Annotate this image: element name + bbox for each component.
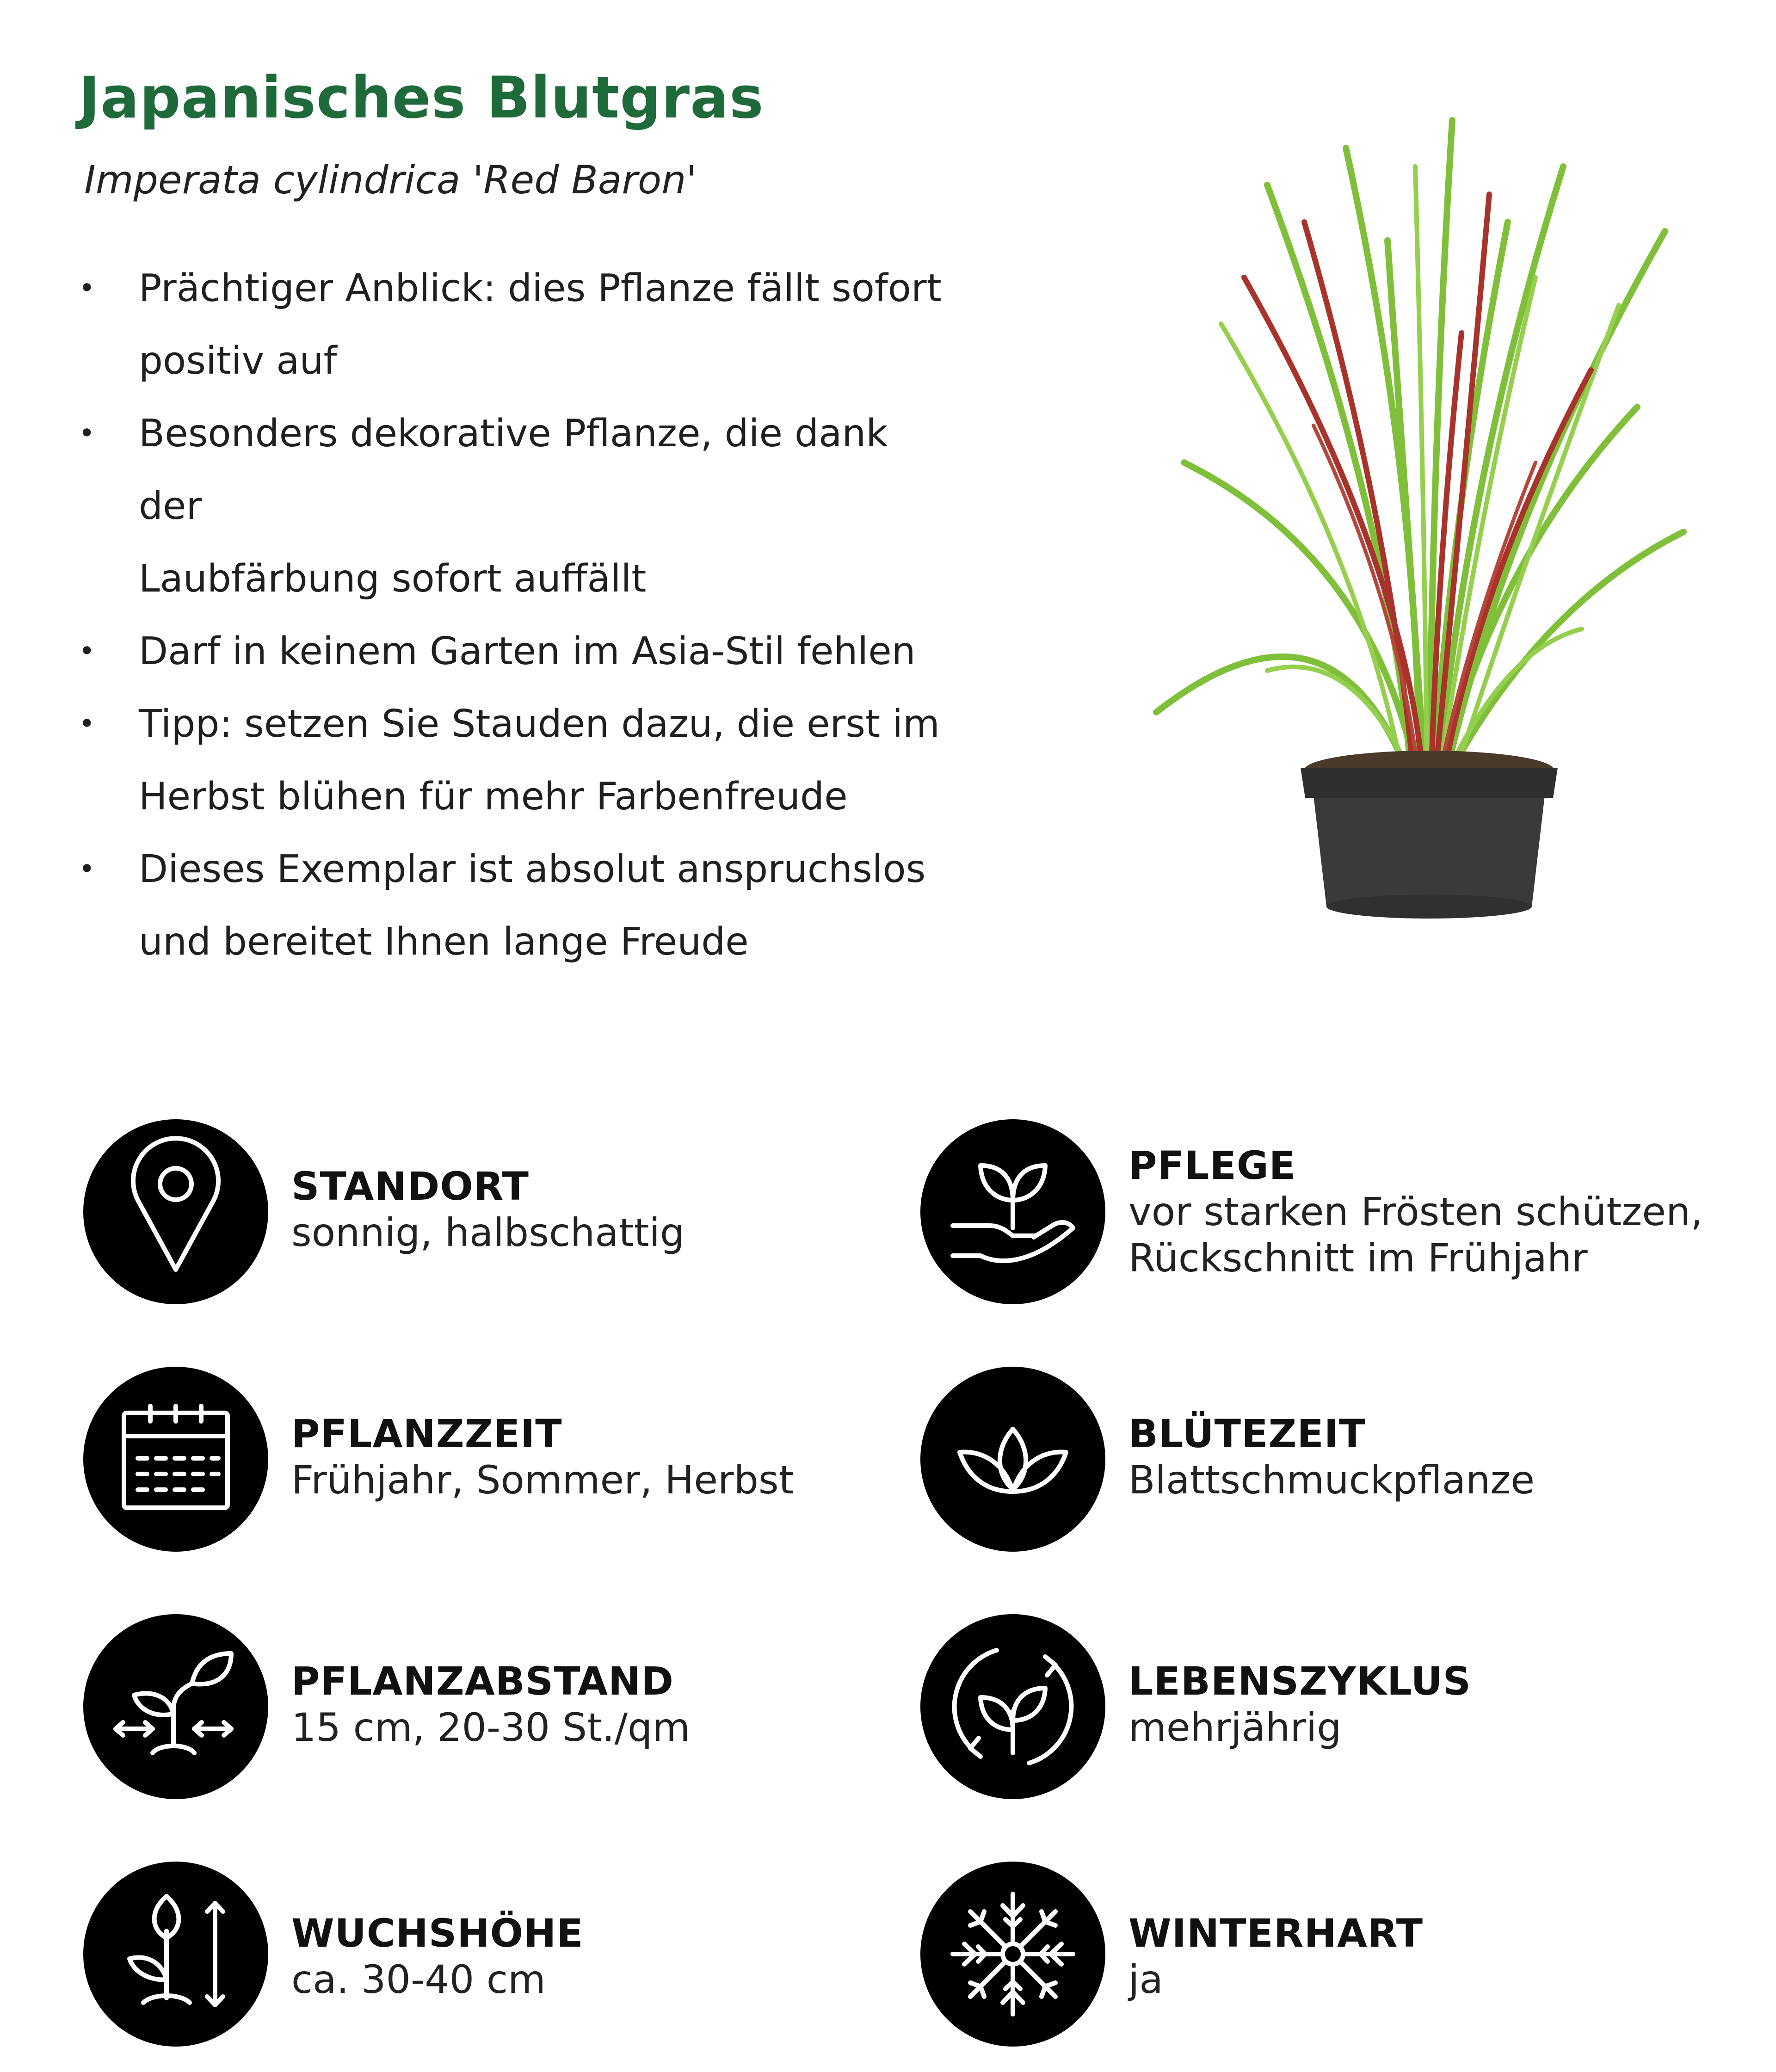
feature-item bbox=[79, 688, 957, 833]
feature-line: Besonders dekorative Pflanze, die dank der bbox=[139, 412, 888, 528]
feature-item bbox=[79, 615, 957, 688]
info-value: 15 cm, 20-30 St./qm bbox=[291, 1705, 691, 1750]
info-label: STANDORT bbox=[291, 1164, 529, 1209]
feature-line: Tipp: setzen Sie Stauden dazu, die erst im bbox=[139, 702, 940, 746]
info-value: sonnig, halbschattig bbox=[291, 1210, 685, 1255]
feature-list bbox=[79, 252, 957, 978]
location-pin-icon bbox=[83, 1119, 268, 1304]
feature-line: und bereitet Ihnen lange Freude bbox=[139, 920, 749, 964]
snowflake-icon bbox=[920, 1862, 1105, 2047]
info-label: PFLEGE bbox=[1128, 1143, 1296, 1188]
feature-item bbox=[79, 833, 957, 978]
info-label: BLÜTEZEIT bbox=[1128, 1411, 1366, 1456]
info-label: PFLANZZEIT bbox=[291, 1411, 562, 1456]
feature-line: Darf in keinem Garten im Asia-Stil fehlen bbox=[139, 629, 916, 673]
feature-item bbox=[79, 397, 957, 615]
feature-line: Herbst blühen für mehr Farbenfreude bbox=[139, 775, 848, 819]
info-value: ca. 30-40 cm bbox=[291, 1957, 546, 2002]
info-label: WINTERHART bbox=[1128, 1911, 1424, 1956]
info-label: PFLANZABSTAND bbox=[291, 1659, 674, 1704]
calendar-icon bbox=[83, 1367, 268, 1552]
feature-item bbox=[79, 252, 957, 397]
feature-line: positiv auf bbox=[139, 339, 337, 383]
cycle-plant-icon bbox=[920, 1614, 1105, 1799]
info-value: Blattschmuckpflanze bbox=[1128, 1457, 1535, 1503]
info-value: ja bbox=[1128, 1957, 1163, 2002]
feature-line: Prächtiger Anblick: dies Pflanze fällt sofort bbox=[139, 266, 942, 310]
flower-leaves-icon bbox=[920, 1367, 1105, 1552]
feature-line: Laubfärbung sofort auffällt bbox=[139, 557, 647, 601]
info-label: WUCHSHÖHE bbox=[291, 1911, 584, 1956]
plant-height-icon bbox=[83, 1862, 268, 2047]
seedling-spacing-icon bbox=[83, 1614, 268, 1799]
info-value: mehrjährig bbox=[1128, 1705, 1342, 1750]
feature-line: Dieses Exemplar ist absolut anspruchslos bbox=[139, 847, 926, 891]
hand-sprout-icon bbox=[920, 1119, 1105, 1304]
product-latin-name: Imperata cylindrica 'Red Baron' bbox=[84, 157, 697, 203]
info-value: Rückschnitt im Frühjahr bbox=[1128, 1235, 1588, 1281]
info-value: vor starken Frösten schützen, bbox=[1128, 1189, 1703, 1234]
product-plant-image bbox=[1128, 46, 1730, 925]
info-label: LEBENSZYKLUS bbox=[1128, 1659, 1472, 1704]
info-value: Frühjahr, Sommer, Herbst bbox=[291, 1457, 794, 1503]
product-title: Japanisches Blutgras bbox=[79, 65, 764, 131]
